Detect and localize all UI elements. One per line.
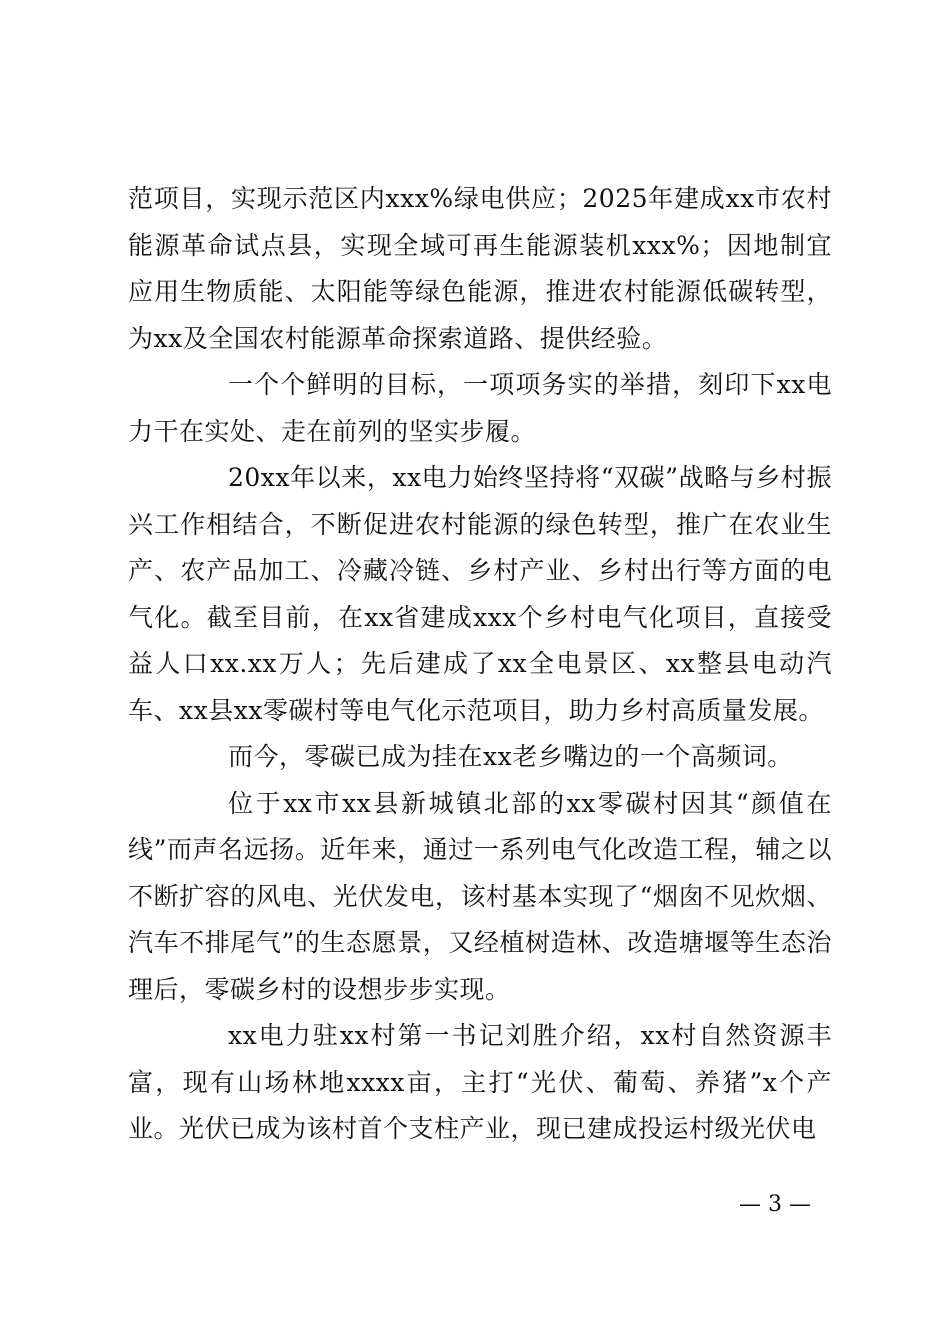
page-number: — 3 — — [739, 1192, 811, 1217]
paragraph: xx电力驻xx村第一书记刘胜介绍，xx村自然资源丰富，现有山场林地xxxx亩，主打“光伏、葡萄、养猪”x个产业。光伏已成为该村首个支柱产业，现已建成投运村级光伏电 — [128, 1021, 832, 1143]
document-body — [128, 176, 832, 1153]
paragraph: 20xx年以来，xx电力始终坚持将“双碳”战略与乡村振兴工作相结合，不断促进农村能源的绿色转型，推广在农业生产、农产品加工、冷藏冷链、乡村产业、乡村出行等方面的电气化。截至目前，在xx省建成xxx个乡村电气化项目，直接受益人口xx.xx万人；先后建成了xx全电景区、xx整县电动汽车、xx县xx零碳村等电气化示范项目，助力乡村高质量发展。 — [128, 463, 832, 725]
paragraph-continuation: 范项目，实现示范区内xxx%绿电供应；2025年建成xx市农村能源革命试点县，实现全域可再生能源装机xxx%；因地制宜应用生物质能、太阳能等绿色能源，推进农村能源低碳转型，为xx及全国农村能源革命探索道路、提供经验。 — [128, 184, 832, 353]
paragraph: 而今，零碳已成为挂在xx老乡嘴边的一个高频词。 — [228, 742, 793, 771]
paragraph: 一个个鲜明的目标，一项项务实的举措，刻印下xx电力干在实处、走在前列的坚实步履。 — [128, 370, 832, 446]
paragraph: 位于xx市xx县新城镇北部的xx零碳村因其“颜值在线”而声名远扬。近年来，通过一系列电气化改造工程，辅之以不断扩容的风电、光伏发电，该村基本实现了“烟囱不见炊烟、汽车不排尾气”的生态愿景，又经植树造林、改造塘堰等生态治理后，零碳乡村的设想步步实现。 — [128, 788, 832, 1004]
